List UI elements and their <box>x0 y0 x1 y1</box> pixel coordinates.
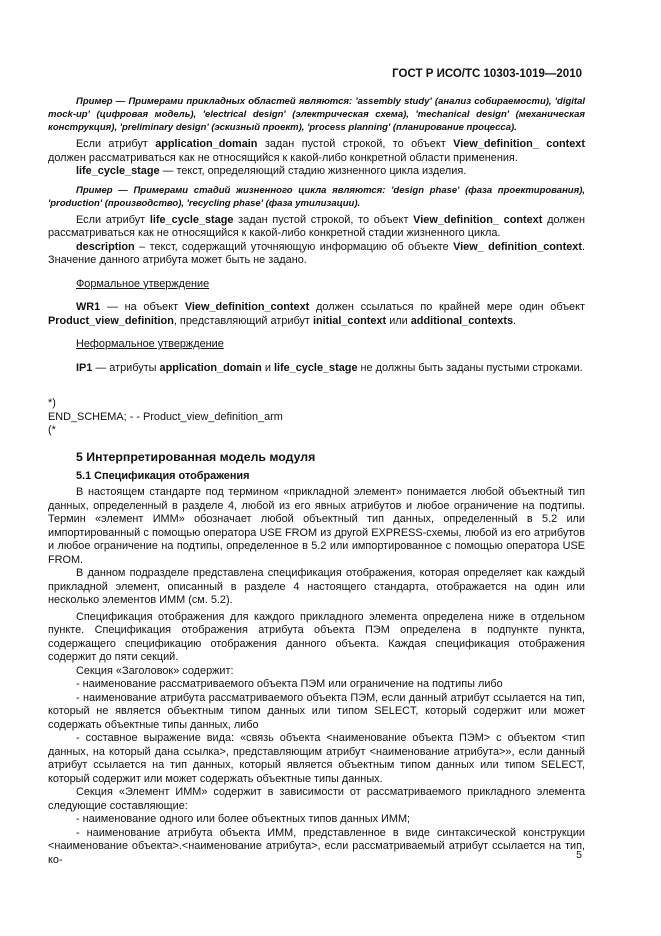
text-run: , представляющий атрибут <box>173 314 313 327</box>
term-view-definition-context: View_definition_ context <box>453 138 585 150</box>
paragraph-life-cycle-stage <box>48 165 585 179</box>
example-life-cycle-stages <box>48 184 585 210</box>
informal-proposition-heading <box>48 338 585 352</box>
text-run: должен рассматриваться как не относящийся к какой-либо конкретной стадии жизненного цикла. <box>48 213 585 239</box>
list-item: - составное выражение вида: «связь объекта <наименование объекта ПЭМ> с объектом <тип данных, на который дана ссылка>, представляющим атрибут <наименование атрибута>», если данный атрибут ссылается на тип данных, который является объектным типом данных или типом SELECT, который содержит или может содержать объектные типы данных. <box>48 732 585 785</box>
term-life-cycle-stage: life_cycle_stage <box>273 361 358 374</box>
express-code-block <box>48 397 585 438</box>
body-paragraph-1: В настоящем стандарте под термином «прикладной элемент» понимается любой объектный тип данных, определенный в разделе 4, любой из его явных атрибутов и любое ограничение на подтипы. Термин «элемент ИММ» обозначает любой объектный тип данных, определенный в 5.2 или импортированный с помощью оператора USE FROM из другой EXPRESS-схемы, любой из его атрибутов и любое ограничение на подтипы, определенное в 5.2 или импортированное с помощью оператора USE FROM. <box>48 486 585 566</box>
informal-proposition-ip1 <box>48 362 585 376</box>
body-paragraph-2: В данном подразделе представлена спецификация отображения, которая определяет как каждый прикладной элемент, описанный в разделе 4 настоящего стандарта, отображается на один или несколько элементов ИММ (см. 5.2). <box>48 567 585 606</box>
term-view-definition-context: View_definition_ context <box>413 213 543 226</box>
term-application-domain: application_domain <box>159 361 262 374</box>
paragraph-life-cycle-empty <box>48 214 585 241</box>
section-5-1-title: 5.1 Спецификация отображения <box>76 469 250 482</box>
text-run: . Значение данного атрибута может быть не задано. <box>48 240 585 266</box>
term-life-cycle-stage: life_cycle_stage <box>76 165 160 177</box>
term-view-definition-context: View_ definition_context <box>453 240 582 253</box>
paragraph-description <box>48 241 585 268</box>
heading-text: Неформальное утверждение <box>76 338 224 350</box>
code-line: END_SCHEMA; - - Product_view_definition_arm <box>48 410 283 423</box>
example-label: Пример — Примерами прикладных областей являются: <box>76 96 353 107</box>
text-run: не должны быть заданы пустыми строками. <box>357 361 583 374</box>
body-paragraph-5: Секция «Элемент ИММ» содержит в зависимости от рассматриваемого прикладного элемента следующие составляющие: <box>48 786 585 812</box>
formal-proposition-wr1 <box>48 301 585 328</box>
term-product-view-definition: Product_view_definition <box>48 314 174 327</box>
term-view-definition-context: View_definition_context <box>184 301 310 313</box>
example-application-domains <box>48 95 585 134</box>
section-5-title: 5 Интерпретированная модель модуля <box>76 449 316 464</box>
text-run: — атрибуты <box>92 361 160 374</box>
rule-id: WR1 <box>76 301 101 313</box>
body-paragraph-3: Спецификация отображения для каждого прикладного элемента определена ниже в отдельном пункте. Спецификация отображения атрибута объекта ПЭМ определена в подпункте пункта, содержащего спецификацию отображения данного объекта. Каждая спецификация отображения содержит до пяти секций. <box>48 610 585 663</box>
list-item: - наименование рассматриваемого объекта ПЭМ или ограничение на подтипы либо <box>76 678 503 690</box>
example-text: 'design phase' (фаза проектирования), 'production' (производство), 'recycling phase' (фаза утилизации). <box>48 184 586 209</box>
heading-text: Формальное утверждение <box>76 277 210 290</box>
text-run: . <box>513 314 517 327</box>
page-number: 5 <box>576 849 582 861</box>
body-paragraph-4: Секция «Заголовок» содержит: <box>76 664 234 677</box>
page-content <box>48 95 585 867</box>
text-run: Если атрибут <box>76 213 150 226</box>
text-run: задан пустой строкой, то объект <box>233 213 414 226</box>
text-run: или <box>386 314 411 327</box>
example-text: 'assembly study' (анализ собираемости), 'digital mock-up' (цифровая модель), 'electrical design' (электрическая схема), 'mechanical design' (механическая конструкция), 'preliminary design' (эскизный проект), 'process planning' (планирование процесса). <box>48 96 586 133</box>
term-description: description <box>76 240 135 253</box>
term-application-domain: application_domain <box>155 138 258 150</box>
term-initial-context: initial_context <box>312 314 387 327</box>
text-run: Если атрибут <box>76 138 156 150</box>
list-item: - наименование атрибута объекта ИММ, представленное в виде синтаксической конструкции <наименование объекта>.<наименование атрибута>, если рассматриваемый атрибут ссылается на тип, ко- <box>48 826 585 866</box>
text-run: должен ссылаться по крайней мере один объект <box>309 301 585 313</box>
code-line: *) <box>48 397 56 409</box>
term-additional-contexts: additional_contexts <box>410 314 514 327</box>
text-run: – текст, содержащий уточняющую информацию об объекте <box>134 240 454 253</box>
term-life-cycle-stage: life_cycle_stage <box>149 213 234 226</box>
text-run: задан пустой строкой, то объект <box>257 138 454 150</box>
example-label: Пример — Примерами стадий жизненного цикла являются: <box>76 184 386 196</box>
formal-proposition-heading <box>48 278 585 292</box>
text-run: должен рассматриваться как не относящийся к какой-либо конкретной области применения. <box>48 151 518 164</box>
paragraph-application-domain <box>48 138 585 165</box>
list-item: - наименование атрибута рассматриваемого объекта ПЭМ, если данный атрибут ссылается на тип, который не является объектным типом данных или типом SELECT, который содержит или может содержать объектные типы данных, либо <box>48 691 585 731</box>
code-line: (* <box>48 424 56 436</box>
text-run: и <box>261 361 274 374</box>
list-item: - наименование одного или более объектных типов данных ИММ; <box>76 813 411 825</box>
document-header: ГОСТ Р ИСО/ТС 10303-1019—2010 <box>392 68 582 80</box>
text-run: — текст, определяющий стадию жизненного цикла изделия. <box>159 165 467 177</box>
rule-id: IP1 <box>76 361 93 374</box>
text-run: — на объект <box>100 301 185 313</box>
